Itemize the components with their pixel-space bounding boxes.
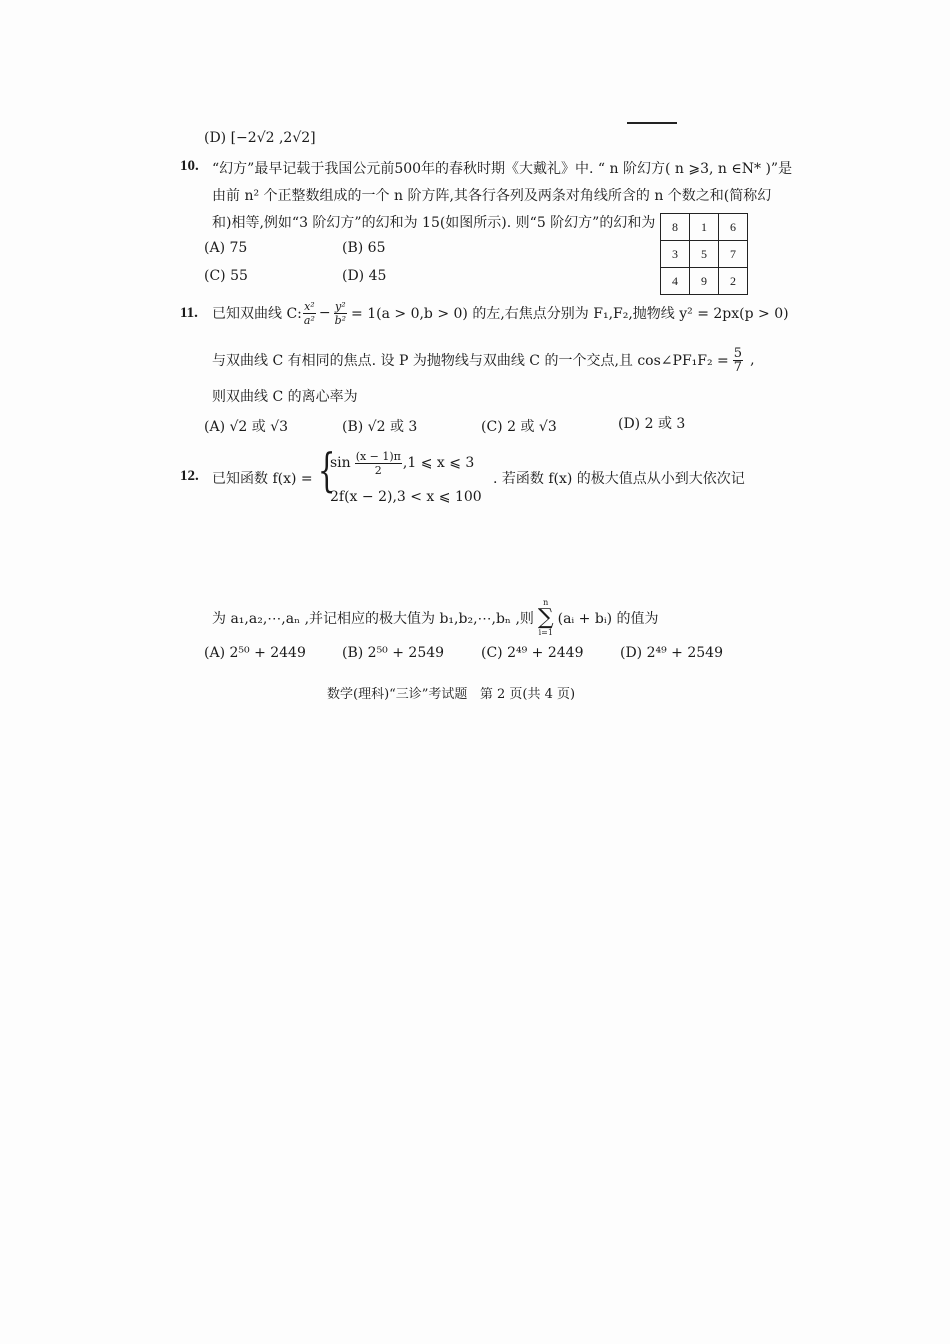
q11-frac-y — [334, 300, 347, 327]
magic-cell: 4 — [661, 268, 690, 295]
magic-cell: 7 — [719, 241, 748, 268]
q11-option-c: (C) 2 或 √3 — [481, 419, 557, 435]
magic-cell: 8 — [661, 214, 690, 241]
page-footer: 数学(理科)“三诊”考试题 第 2 页(共 4 页) — [327, 687, 576, 702]
piecewise-brace: { — [317, 443, 336, 497]
q12-line2-rest: (aᵢ + bᵢ) 的值为 — [557, 611, 659, 627]
q12-case1-den: 2 — [374, 463, 382, 477]
magic-cell: 1 — [690, 214, 719, 241]
q11-number: 11. — [180, 305, 198, 321]
q11-y2: y² — [335, 299, 346, 313]
magic-cell: 9 — [690, 268, 719, 295]
sum-symbol — [538, 598, 554, 638]
q11-option-a: (A) √2 或 √3 — [204, 419, 289, 435]
q12-option-d: (D) 2⁴⁹ + 2549 — [620, 645, 723, 661]
q11-cos-frac — [733, 347, 743, 374]
q11-line3: 则双曲线 C 的离心率为 — [212, 389, 358, 405]
q12-tail: . 若函数 f(x) 的极大值点从小到大依次记 — [493, 471, 745, 487]
q10-line1: “幻方”最早记载于我国公元前500年的春秋时期《大戴礼》中. “ n 阶幻方( n ⩾3, n ∈N* )”是 — [212, 161, 793, 177]
q12-case1-frac — [355, 450, 402, 477]
q11-option-d: (D) 2 或 3 — [618, 416, 686, 432]
q12-line2 — [212, 598, 659, 638]
q12-case2: 2f(x − 2),3 < x ⩽ 100 — [330, 489, 482, 505]
sigma-glyph: ∑ — [537, 605, 554, 630]
magic-cell: 2 — [719, 268, 748, 295]
q10-line2: 由前 n² 个正整数组成的一个 n 阶方阵,其各行各列及两条对角线所含的 n 个数之和(简称幻 — [212, 188, 772, 204]
magic-cell: 6 — [719, 214, 748, 241]
q11-a2: a² — [303, 313, 315, 327]
sum-top: n — [543, 598, 549, 607]
q11-line2 — [212, 340, 755, 380]
q12-option-c: (C) 2⁴⁹ + 2449 — [481, 645, 584, 661]
q12-sin: sin — [330, 455, 351, 471]
q10-line3: 和)相等,例如“3 阶幻方”的幻和为 15(如图所示). 则“5 阶幻方”的幻和为 — [212, 215, 656, 231]
q11-cos-den: 7 — [733, 359, 743, 375]
q11-option-b: (B) √2 或 3 — [342, 419, 418, 435]
q11-line2-text: 与双曲线 C 有相同的焦点. 设 P 为抛物线与双曲线 C 的一个交点,且 cos∠PF₁F₂ = — [212, 353, 729, 369]
magic-cell: 5 — [690, 241, 719, 268]
q10-option-a: (A) 75 — [204, 240, 248, 256]
q12-case1-num: (x − 1)π — [355, 449, 401, 463]
q12-number: 12. — [180, 468, 199, 484]
q12-line2-text: 为 a₁,a₂,⋯,aₙ ,并记相应的极大值为 b₁,b₂,⋯,bₙ ,则 — [212, 611, 534, 627]
q11-b2: b² — [334, 313, 347, 327]
q12-lead: 已知函数 f(x) = — [212, 471, 313, 487]
minus-sign: − — [318, 305, 331, 321]
q11-frac-x — [303, 300, 316, 327]
q12-case1 — [330, 447, 474, 479]
q10-option-d: (D) 45 — [342, 268, 387, 284]
q11-line1-rest: = 1(a > 0,b > 0) 的左,右焦点分别为 F₁,F₂,抛物线 y² = 2px(p > 0) — [351, 306, 789, 322]
q10-option-c: (C) 55 — [204, 268, 248, 284]
magic-cell: 3 — [661, 241, 690, 268]
comma: , — [750, 352, 755, 368]
q12-option-a: (A) 2⁵⁰ + 2449 — [204, 645, 306, 661]
q10-option-b: (B) 65 — [342, 240, 386, 256]
q11-cos-num: 5 — [733, 345, 743, 361]
q11-line1-lead: 已知双曲线 C: — [212, 306, 302, 322]
q12-case1-cond: ,1 ⩽ x ⩽ 3 — [402, 455, 475, 471]
magic-square — [660, 213, 748, 295]
q11-line1 — [212, 292, 789, 334]
sum-bottom: i=1 — [538, 628, 553, 637]
q12-option-b: (B) 2⁵⁰ + 2549 — [342, 645, 445, 661]
q10-number: 10. — [180, 158, 199, 174]
q9-option-d: (D) [−2√2 ,2√2] — [204, 130, 316, 146]
header-rule — [627, 122, 677, 124]
q11-x2: x² — [304, 299, 315, 313]
